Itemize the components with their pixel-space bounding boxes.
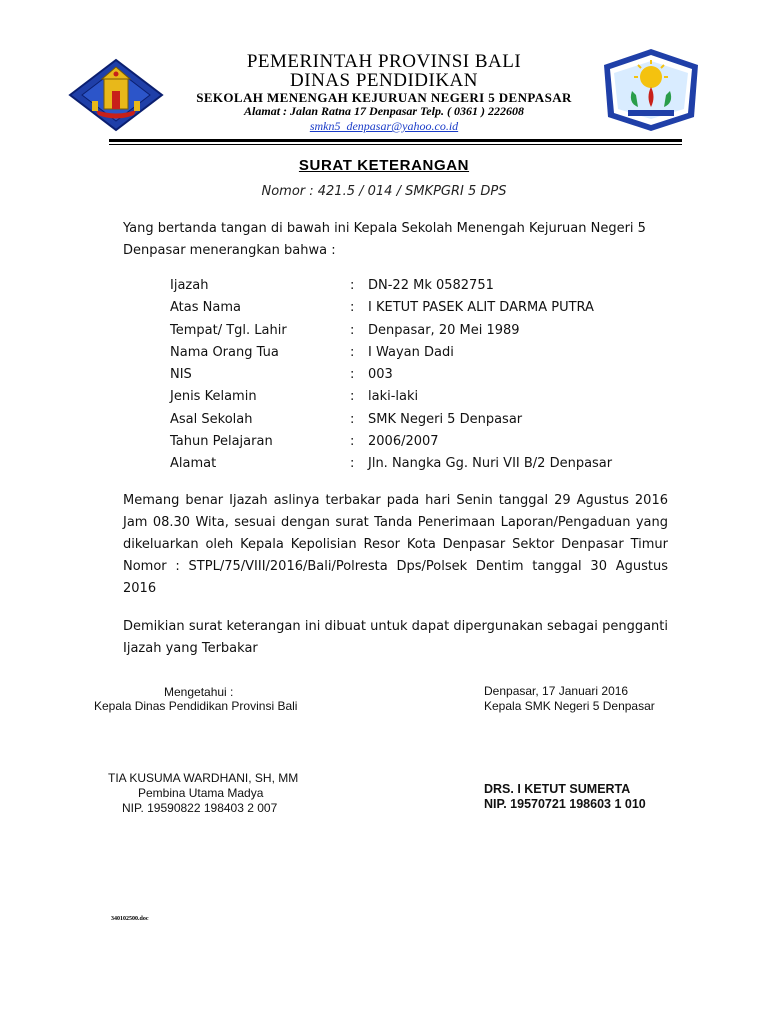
field-value: DN-22 Mk 0582751 <box>368 278 494 293</box>
field-row-asal-sekolah <box>170 412 670 434</box>
field-value: Denpasar, 20 Mei 1989 <box>368 322 520 338</box>
field-label: Atas Nama <box>170 300 241 316</box>
school-address: Alamat : Jalan Ratna 17 Denpasar Telp. ( 0361 ) 222608 <box>244 104 524 118</box>
school-email-link[interactable]: smkn5_denpasar@yahoo.co.id <box>309 119 459 133</box>
field-value: I Wayan Dadi <box>368 344 454 360</box>
field-label: Nama Orang Tua <box>170 344 279 360</box>
field-value: 2006/2007 <box>368 434 439 450</box>
government-heading: PEMERINTAH PROVINSI BALI <box>246 51 522 72</box>
field-colon: : <box>350 411 355 427</box>
field-colon: : <box>350 367 355 383</box>
field-colon: : <box>350 456 355 472</box>
file-reference: 340102500.doc <box>111 916 149 922</box>
field-colon: : <box>350 344 355 360</box>
student-details <box>170 278 670 479</box>
field-colon: : <box>350 434 355 450</box>
field-label: NIS <box>170 367 192 383</box>
statement-paragraph: Memang benar Ijazah aslinya terbakar pada hari Senin tanggal 29 Agustus 2016 Jam 08.30 Wita, sesuai dengan surat Tanda Penerimaan Laporan/Pengaduan yang dikeluarkan oleh Kepala Kepolisian Resor Kota Denpasar Sektor Denpasar Timur Nomor : STPL/75/VIII/2016/Bali/Polresta Dps/Polsek Dentim tanggal 30 Agustus 2016 <box>123 493 668 596</box>
document-title: SURAT KETERANGAN <box>298 157 470 174</box>
field-value: SMK Negeri 5 Denpasar <box>368 411 523 427</box>
letterhead-divider-thin <box>109 144 682 145</box>
intro-paragraph <box>123 218 668 262</box>
field-row-tempat-tgl-lahir <box>170 323 670 345</box>
field-row-nama-orang-tua <box>170 345 670 367</box>
field-value: I KETUT PASEK ALIT DARMA PUTRA <box>368 300 594 316</box>
left-signer-position: Kepala Dinas Pendidikan Provinsi Bali <box>94 699 298 713</box>
right-place-date: Denpasar, 17 Januari 2016 <box>484 684 629 698</box>
field-label: Tempat/ Tgl. Lahir <box>170 322 287 338</box>
school-name: SEKOLAH MENENGAH KEJURUAN NEGERI 5 DENPASAR <box>196 90 572 105</box>
field-label: Asal Sekolah <box>170 411 253 427</box>
department-heading: DINAS PENDIDIKAN <box>290 70 478 91</box>
closing-paragraph: Demikian surat keterangan ini dibuat untuk dapat dipergunakan sebagai pengganti Ijazah yang Terbakar <box>123 619 668 656</box>
right-signer-nip: NIP. 19570721 198603 1 010 <box>484 797 646 811</box>
field-colon: : <box>350 300 355 316</box>
intro-line-2: Denpasar menerangkan bahwa : <box>123 243 336 258</box>
acknowledged-label: Mengetahui : <box>164 685 234 699</box>
intro-line-1: Yang bertanda tangan di bawah ini Kepala Sekolah Menengah Kejuruan Negeri 5 <box>123 221 646 236</box>
field-row-jenis-kelamin <box>170 389 670 411</box>
left-signer-nip: NIP. 19590822 198403 2 007 <box>122 801 278 815</box>
field-row-ijazah <box>170 278 670 300</box>
field-value: 003 <box>368 367 393 383</box>
field-value: laki-laki <box>368 389 419 405</box>
field-label: Tahun Pelajaran <box>170 434 273 450</box>
field-row-tahun-pelajaran <box>170 434 670 456</box>
field-label: Alamat <box>170 456 217 472</box>
field-value: Jln. Nangka Gg. Nuri VII B/2 Denpasar <box>368 456 613 472</box>
field-row-alamat <box>170 456 670 478</box>
left-signer-rank: Pembina Utama Madya <box>138 786 264 800</box>
field-colon: : <box>350 278 355 293</box>
letterhead-divider-thick <box>109 139 682 142</box>
field-label: Jenis Kelamin <box>170 389 257 405</box>
field-row-nis <box>170 367 670 389</box>
document-number: Nomor : 421.5 / 014 / SMKPGRI 5 DPS <box>261 184 507 199</box>
field-colon: : <box>350 322 355 338</box>
field-row-atas-nama <box>170 300 670 322</box>
right-signer-position: Kepala SMK Negeri 5 Denpasar <box>484 699 655 713</box>
left-signer-name: TIA KUSUMA WARDHANI, SH, MM <box>108 771 299 785</box>
field-label: Ijazah <box>170 278 209 293</box>
field-colon: : <box>350 389 355 405</box>
right-signer-name: DRS. I KETUT SUMERTA <box>484 782 631 796</box>
